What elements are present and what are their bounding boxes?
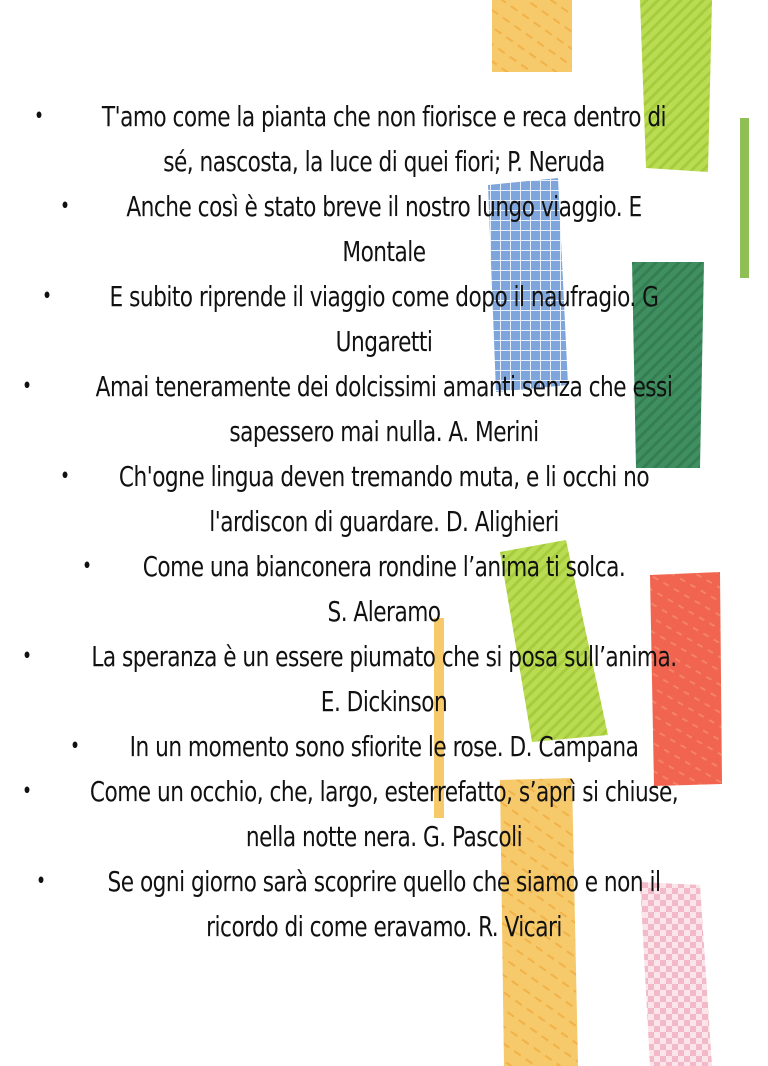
quote-line: La speranza è un essere piumato che si posa sull’anima. — [91, 640, 677, 673]
quote-line: Ungaretti — [335, 325, 433, 358]
bullet-icon: • — [36, 869, 46, 894]
quote-item — [22, 769, 714, 859]
bullet-icon: • — [81, 554, 92, 579]
quote-line: E. Dickinson — [320, 685, 448, 718]
quote-line: S. Aleramo — [327, 595, 441, 628]
quote-item — [36, 859, 714, 949]
bullet-icon: • — [42, 284, 52, 309]
bullet-icon: • — [59, 194, 70, 219]
bullet-icon: • — [22, 374, 32, 399]
quote-item — [34, 94, 714, 184]
quote-line: Anche così è stato breve il nostro lungo viaggio. E — [126, 190, 642, 223]
quote-line: T'amo come la pianta che non fiorisce e reca dentro di — [101, 100, 667, 133]
bullet-icon: • — [59, 464, 70, 489]
quote-item — [54, 544, 714, 634]
quote-item — [54, 454, 714, 544]
quote-item — [42, 274, 714, 364]
quote-line: Montale — [342, 235, 426, 268]
quote-line: E subito riprende il viaggio come dopo il naufragio. G — [109, 280, 659, 313]
quote-line: Come una bianconera rondine l’anima ti solca. — [142, 550, 626, 583]
quote-line: In un momento sono sfiorite le rose. D. Campana — [129, 730, 639, 763]
bullet-icon: • — [22, 644, 32, 669]
quote-line: Amai teneramente dei dolcissimi amanti senza che essi — [95, 370, 673, 403]
quote-line: Come un occhio, che, largo, esterrefatto, s’aprì si chiuse, — [89, 775, 679, 808]
quote-item — [54, 724, 714, 769]
quote-line: nella notte nera. G. Pascoli — [245, 820, 523, 853]
quote-line: sapessero mai nulla. A. Merini — [229, 415, 539, 448]
quote-item — [22, 364, 714, 454]
bullet-icon: • — [34, 104, 44, 129]
quote-item — [54, 184, 714, 274]
quote-line: Ch'ogne lingua deven tremando muta, e li occhi no — [118, 460, 650, 493]
quote-list — [0, 94, 768, 949]
quote-line: l'ardiscon di guardare. D. Alighieri — [209, 505, 559, 538]
quote-line: ricordo di come eravamo. R. Vicari — [206, 910, 562, 943]
quote-item — [22, 634, 714, 724]
tape-yellow-top — [492, 0, 572, 72]
quote-line: Se ogni giorno sarà scoprire quello che siamo e non il — [107, 865, 661, 898]
bullet-icon: • — [69, 734, 80, 759]
quote-line: sé, nascosta, la luce di quei fiori; P. Neruda — [163, 145, 605, 178]
bullet-icon: • — [22, 779, 32, 804]
